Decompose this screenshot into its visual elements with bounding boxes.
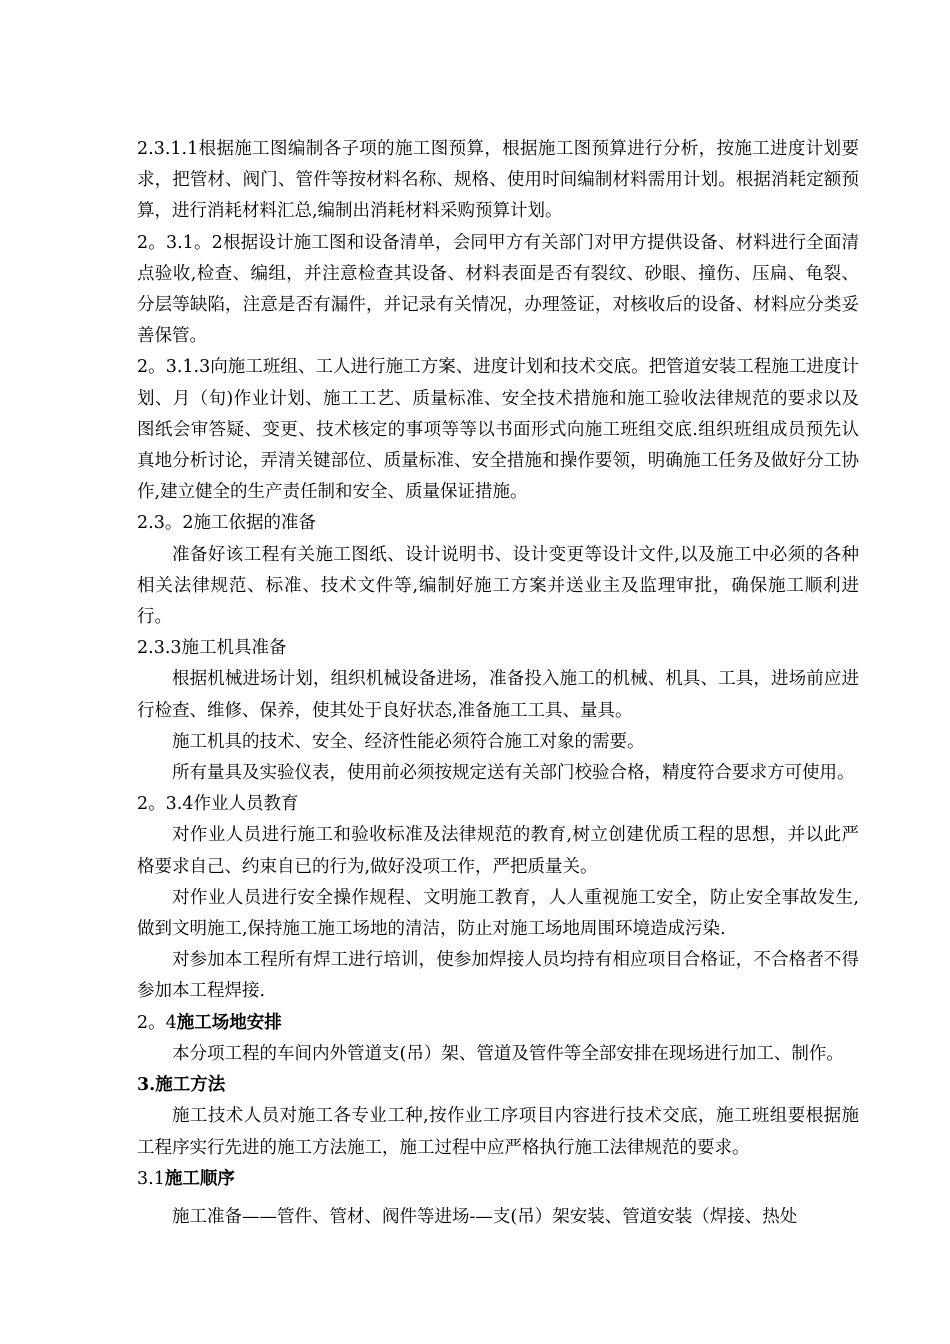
heading-2-3-2: 2.3。2施工依据的准备 bbox=[137, 513, 316, 534]
paragraph-site-arrangement: 本分项工程的车间内外管道支(吊）架、管道及管件等全部安排在现场进行加工、制作。 bbox=[172, 1043, 844, 1064]
paragraph-machinery-performance: 施工机具的技术、安全、经济性能必须符合施工对象的需要。 bbox=[172, 731, 645, 752]
heading-2-4 bbox=[137, 1008, 859, 1039]
paragraph-welder-training: 对参加本工程所有焊工进行培训，使参加焊接人员均持有相应项目合格证，不合格者不得参加本工程焊接. bbox=[137, 950, 859, 1002]
paragraph-construction-sequence: 施工准备——管件、管材、阀件等进场-—支(吊）架安装、管道安装（焊接、热处 bbox=[172, 1206, 798, 1227]
paragraph-2-3-1-1: 2.3.1.1根据施工图编制各子项的施工图预算，根据施工图预算进行分析，按施工进度计划要求，把管材、阀门、管件等按材料名称、规格、使用时间编制材料需用计划。根据消耗定额预算，进行消耗材料汇总,编制出消耗材料采购预算计划。 bbox=[137, 139, 859, 222]
heading-3 bbox=[137, 1070, 859, 1101]
paragraph-worker-education: 对作业人员进行施工和验收标准及法律规范的教育,树立创建优质工程的思想，并以此严格要求自己、约束自已的行为,做好没项工作，严把质量关。 bbox=[137, 825, 859, 877]
document-body bbox=[137, 134, 859, 1233]
heading-3-1-number: 3.1 bbox=[137, 1168, 165, 1189]
paragraph-measuring-tools: 所有量具及实验仪表，使用前必须按规定送有关部门校验合格，精度符合要求方可使用。 bbox=[172, 763, 855, 784]
heading-2-3-3: 2.3.3施工机具准备 bbox=[137, 638, 287, 659]
heading-3-1 bbox=[137, 1164, 859, 1195]
paragraph-machinery-entry: 根据机械进场计划，组织机械设备进场，准备投入施工的机械、机具、工具，进场前应进行检查、维修、保养，使其处于良好状态,准备施工工具、量具。 bbox=[137, 669, 859, 721]
heading-2-4-title: 施工场地安排 bbox=[176, 1012, 282, 1033]
paragraph-2-3-1-3: 2。3.1.3向施工班组、工人进行施工方案、进度计划和技术交底。把管道安装工程施工进度计划、月（旬)作业计划、施工工艺、质量标准、安全技术措施和施工验收法律规范的要求以及图纸会审答疑、变更、技术核定的事项等等以书面形式向施工班组交底.组织班组成员预先认真地分析讨论，弄清关键部位、质量标准、安全措施和操作要领，明确施工任务及做好分工协作,建立健全的生产责任制和安全、质量保证措施。 bbox=[137, 357, 859, 503]
paragraph-safety-education: 对作业人员进行安全操作规程、文明施工教育，人人重视施工安全，防止安全事故发生,做到文明施工,保持施工施工场地的清洁，防止对施工场地周围环境造成污染. bbox=[137, 887, 859, 940]
paragraph-construction-method: 施工技术人员对施工各专业工种,按作业工序项目内容进行技术交底，施工班组要根据施工程序实行先进的施工方法施工，施工过程中应严格执行施工法律规范的要求。 bbox=[137, 1106, 859, 1158]
heading-3-number: 3. bbox=[137, 1075, 156, 1096]
heading-2-4-number: 2。4 bbox=[137, 1012, 177, 1033]
heading-3-title: 施工方法 bbox=[155, 1075, 226, 1096]
paragraph-2-3-1-2: 2。3.1。2根据设计施工图和设备清单，会同甲方有关部门对甲方提供设备、材料进行全面清点验收,检查、编组，并注意检查其设备、材料表面是否有裂纹、砂眼、撞伤、压扁、龟裂、分层等缺陷，注意是否有漏件，并记录有关情况，办理签证，对核收后的设备、材料应分类妥善保管。 bbox=[137, 232, 859, 347]
paragraph-construction-basis: 准备好该工程有关施工图纸、设计说明书、设计变更等设计文件,以及施工中必须的各种相关法律规范、标准、技术文件等,编制好施工方案并送业主及监理审批，确保施工顺利进行。 bbox=[137, 544, 859, 628]
heading-3-1-title: 施工顺序 bbox=[164, 1168, 235, 1189]
heading-2-3-4: 2。3.4作业人员教育 bbox=[137, 794, 299, 815]
